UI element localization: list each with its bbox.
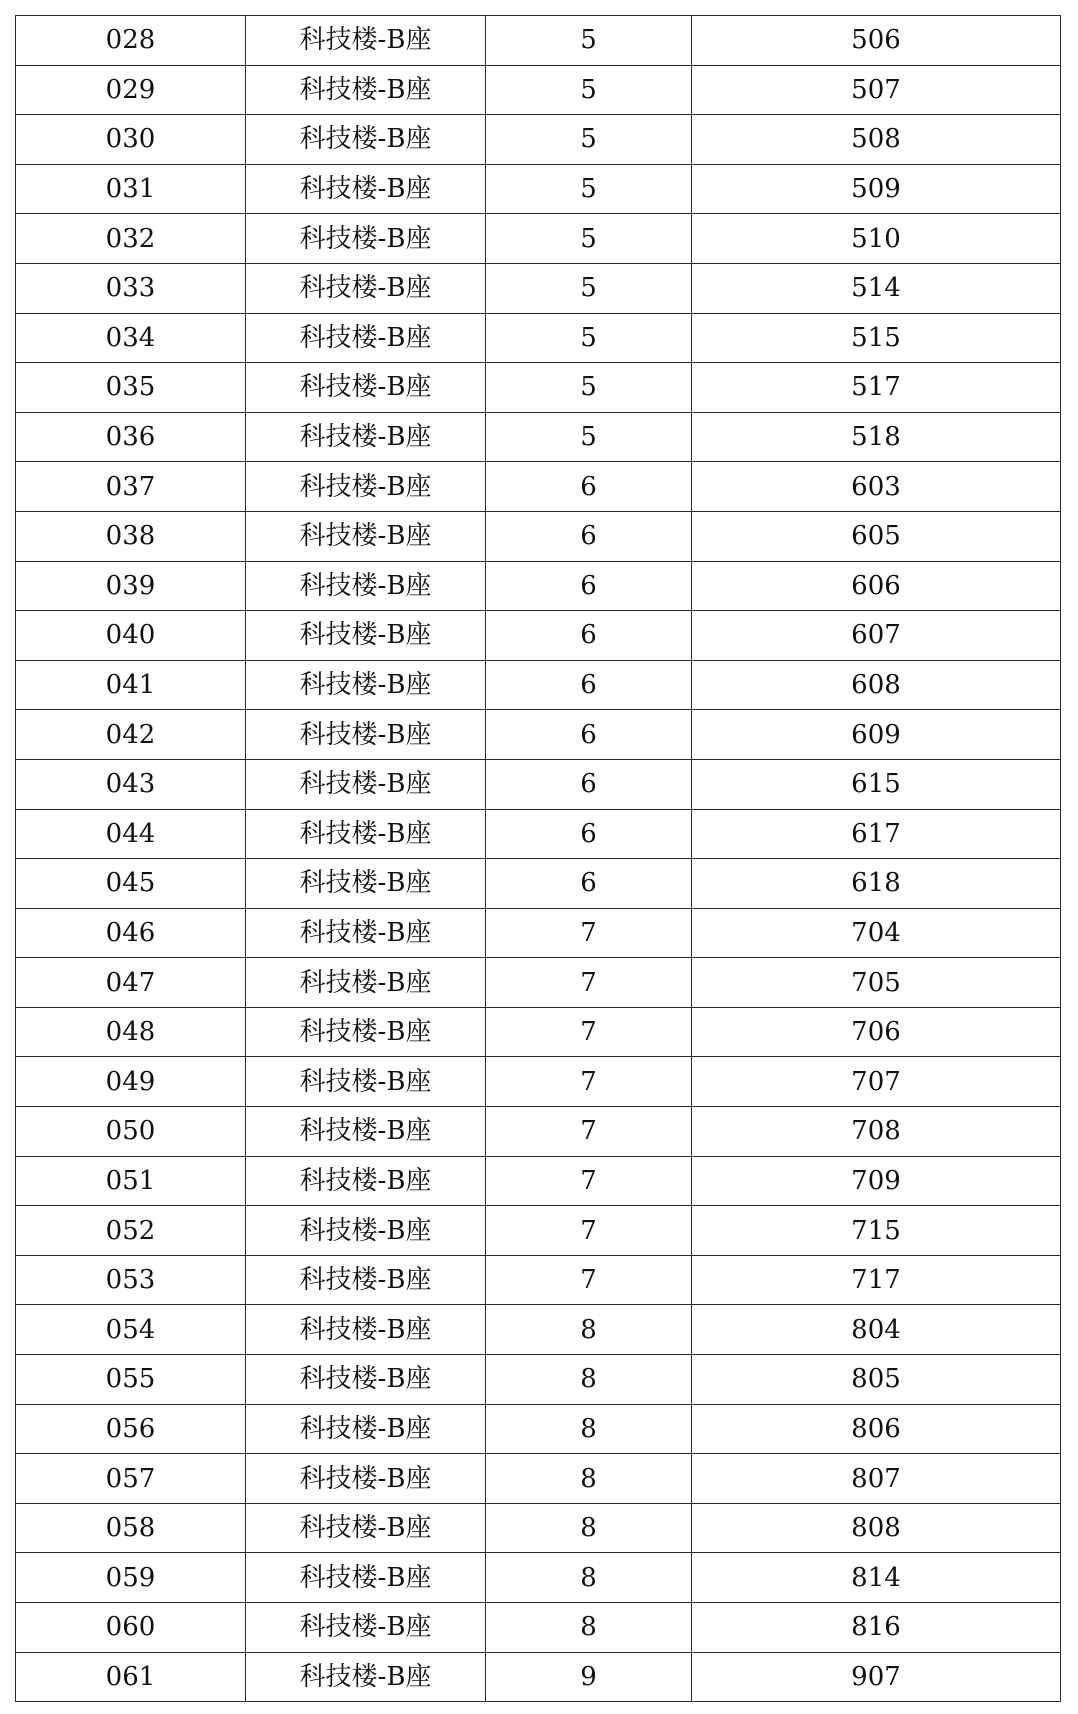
serial-number-cell: 045 [16, 859, 246, 909]
building-cell: 科技楼-B座 [246, 1454, 486, 1504]
building-cell: 科技楼-B座 [246, 1206, 486, 1256]
serial-number-cell: 034 [16, 313, 246, 363]
building-cell: 科技楼-B座 [246, 1553, 486, 1603]
room-number-cell: 715 [692, 1206, 1061, 1256]
table-row [16, 313, 1061, 363]
serial-number-cell: 039 [16, 561, 246, 611]
table-row [16, 1206, 1061, 1256]
building-cell: 科技楼-B座 [246, 1305, 486, 1355]
building-cell: 科技楼-B座 [246, 1107, 486, 1157]
floor-cell: 5 [486, 263, 692, 313]
serial-number-cell: 050 [16, 1107, 246, 1157]
table-row [16, 809, 1061, 859]
building-cell: 科技楼-B座 [246, 958, 486, 1008]
floor-cell: 5 [486, 115, 692, 165]
table-row [16, 1503, 1061, 1553]
serial-number-cell: 036 [16, 412, 246, 462]
room-number-cell: 506 [692, 16, 1061, 66]
table-row [16, 908, 1061, 958]
room-number-cell: 518 [692, 412, 1061, 462]
serial-number-cell: 051 [16, 1156, 246, 1206]
table-row [16, 164, 1061, 214]
floor-cell: 7 [486, 1206, 692, 1256]
floor-cell: 7 [486, 1007, 692, 1057]
room-number-cell: 704 [692, 908, 1061, 958]
table-row [16, 1255, 1061, 1305]
serial-number-cell: 037 [16, 462, 246, 512]
room-list-table-body [16, 16, 1061, 1702]
building-cell: 科技楼-B座 [246, 1404, 486, 1454]
serial-number-cell: 054 [16, 1305, 246, 1355]
floor-cell: 6 [486, 462, 692, 512]
room-number-cell: 508 [692, 115, 1061, 165]
serial-number-cell: 035 [16, 363, 246, 413]
serial-number-cell: 060 [16, 1603, 246, 1653]
floor-cell: 5 [486, 412, 692, 462]
table-row [16, 263, 1061, 313]
table-row [16, 16, 1061, 66]
room-number-cell: 509 [692, 164, 1061, 214]
building-cell: 科技楼-B座 [246, 1355, 486, 1405]
serial-number-cell: 032 [16, 214, 246, 264]
building-cell: 科技楼-B座 [246, 660, 486, 710]
room-number-cell: 517 [692, 363, 1061, 413]
room-number-cell: 609 [692, 710, 1061, 760]
building-cell: 科技楼-B座 [246, 164, 486, 214]
room-number-cell: 808 [692, 1503, 1061, 1553]
floor-cell: 6 [486, 611, 692, 661]
serial-number-cell: 042 [16, 710, 246, 760]
floor-cell: 7 [486, 1156, 692, 1206]
room-number-cell: 709 [692, 1156, 1061, 1206]
table-row [16, 859, 1061, 909]
table-row [16, 1652, 1061, 1702]
table-row [16, 65, 1061, 115]
table-row [16, 759, 1061, 809]
room-number-cell: 806 [692, 1404, 1061, 1454]
serial-number-cell: 031 [16, 164, 246, 214]
floor-cell: 7 [486, 1107, 692, 1157]
table-row [16, 1305, 1061, 1355]
room-number-cell: 618 [692, 859, 1061, 909]
room-number-cell: 606 [692, 561, 1061, 611]
table-row [16, 611, 1061, 661]
serial-number-cell: 048 [16, 1007, 246, 1057]
room-number-cell: 607 [692, 611, 1061, 661]
serial-number-cell: 029 [16, 65, 246, 115]
room-number-cell: 707 [692, 1057, 1061, 1107]
room-number-cell: 706 [692, 1007, 1061, 1057]
room-number-cell: 816 [692, 1603, 1061, 1653]
building-cell: 科技楼-B座 [246, 511, 486, 561]
table-row [16, 1603, 1061, 1653]
room-number-cell: 617 [692, 809, 1061, 859]
serial-number-cell: 058 [16, 1503, 246, 1553]
building-cell: 科技楼-B座 [246, 809, 486, 859]
room-number-cell: 717 [692, 1255, 1061, 1305]
table-row [16, 115, 1061, 165]
floor-cell: 7 [486, 1255, 692, 1305]
building-cell: 科技楼-B座 [246, 908, 486, 958]
serial-number-cell: 057 [16, 1454, 246, 1504]
floor-cell: 8 [486, 1404, 692, 1454]
building-cell: 科技楼-B座 [246, 263, 486, 313]
serial-number-cell: 049 [16, 1057, 246, 1107]
serial-number-cell: 056 [16, 1404, 246, 1454]
building-cell: 科技楼-B座 [246, 1057, 486, 1107]
table-row [16, 710, 1061, 760]
building-cell: 科技楼-B座 [246, 1603, 486, 1653]
floor-cell: 6 [486, 660, 692, 710]
room-number-cell: 907 [692, 1652, 1061, 1702]
building-cell: 科技楼-B座 [246, 1652, 486, 1702]
room-number-cell: 705 [692, 958, 1061, 1008]
building-cell: 科技楼-B座 [246, 363, 486, 413]
building-cell: 科技楼-B座 [246, 1007, 486, 1057]
floor-cell: 7 [486, 908, 692, 958]
floor-cell: 6 [486, 511, 692, 561]
floor-cell: 8 [486, 1603, 692, 1653]
serial-number-cell: 043 [16, 759, 246, 809]
serial-number-cell: 059 [16, 1553, 246, 1603]
building-cell: 科技楼-B座 [246, 1503, 486, 1553]
serial-number-cell: 047 [16, 958, 246, 1008]
serial-number-cell: 033 [16, 263, 246, 313]
serial-number-cell: 041 [16, 660, 246, 710]
building-cell: 科技楼-B座 [246, 412, 486, 462]
table-row [16, 1404, 1061, 1454]
serial-number-cell: 052 [16, 1206, 246, 1256]
floor-cell: 6 [486, 809, 692, 859]
building-cell: 科技楼-B座 [246, 561, 486, 611]
room-number-cell: 608 [692, 660, 1061, 710]
building-cell: 科技楼-B座 [246, 1255, 486, 1305]
serial-number-cell: 040 [16, 611, 246, 661]
building-cell: 科技楼-B座 [246, 65, 486, 115]
building-cell: 科技楼-B座 [246, 759, 486, 809]
floor-cell: 7 [486, 958, 692, 1008]
table-row [16, 1007, 1061, 1057]
room-number-cell: 804 [692, 1305, 1061, 1355]
serial-number-cell: 030 [16, 115, 246, 165]
floor-cell: 5 [486, 164, 692, 214]
table-row [16, 1057, 1061, 1107]
floor-cell: 5 [486, 16, 692, 66]
building-cell: 科技楼-B座 [246, 1156, 486, 1206]
room-number-cell: 708 [692, 1107, 1061, 1157]
floor-cell: 6 [486, 859, 692, 909]
building-cell: 科技楼-B座 [246, 115, 486, 165]
floor-cell: 8 [486, 1454, 692, 1504]
floor-cell: 8 [486, 1553, 692, 1603]
room-number-cell: 515 [692, 313, 1061, 363]
table-row [16, 1355, 1061, 1405]
room-number-cell: 814 [692, 1553, 1061, 1603]
room-number-cell: 510 [692, 214, 1061, 264]
table-row [16, 462, 1061, 512]
building-cell: 科技楼-B座 [246, 710, 486, 760]
serial-number-cell: 028 [16, 16, 246, 66]
room-list-table-container [15, 15, 1060, 1702]
table-row [16, 561, 1061, 611]
serial-number-cell: 046 [16, 908, 246, 958]
floor-cell: 6 [486, 759, 692, 809]
building-cell: 科技楼-B座 [246, 16, 486, 66]
table-row [16, 1454, 1061, 1504]
floor-cell: 7 [486, 1057, 692, 1107]
floor-cell: 5 [486, 214, 692, 264]
building-cell: 科技楼-B座 [246, 611, 486, 661]
serial-number-cell: 053 [16, 1255, 246, 1305]
floor-cell: 5 [486, 313, 692, 363]
table-row [16, 958, 1061, 1008]
floor-cell: 8 [486, 1503, 692, 1553]
table-row [16, 214, 1061, 264]
floor-cell: 6 [486, 710, 692, 760]
table-row [16, 660, 1061, 710]
table-row [16, 1107, 1061, 1157]
room-number-cell: 615 [692, 759, 1061, 809]
room-list-table [15, 15, 1061, 1702]
floor-cell: 8 [486, 1305, 692, 1355]
table-row [16, 363, 1061, 413]
table-row [16, 1553, 1061, 1603]
serial-number-cell: 038 [16, 511, 246, 561]
room-number-cell: 507 [692, 65, 1061, 115]
floor-cell: 5 [486, 363, 692, 413]
floor-cell: 6 [486, 561, 692, 611]
building-cell: 科技楼-B座 [246, 859, 486, 909]
building-cell: 科技楼-B座 [246, 313, 486, 363]
serial-number-cell: 061 [16, 1652, 246, 1702]
serial-number-cell: 044 [16, 809, 246, 859]
table-row [16, 412, 1061, 462]
table-row [16, 1156, 1061, 1206]
floor-cell: 5 [486, 65, 692, 115]
room-number-cell: 514 [692, 263, 1061, 313]
room-number-cell: 805 [692, 1355, 1061, 1405]
serial-number-cell: 055 [16, 1355, 246, 1405]
building-cell: 科技楼-B座 [246, 462, 486, 512]
building-cell: 科技楼-B座 [246, 214, 486, 264]
floor-cell: 8 [486, 1355, 692, 1405]
room-number-cell: 605 [692, 511, 1061, 561]
room-number-cell: 603 [692, 462, 1061, 512]
table-row [16, 511, 1061, 561]
floor-cell: 9 [486, 1652, 692, 1702]
room-number-cell: 807 [692, 1454, 1061, 1504]
